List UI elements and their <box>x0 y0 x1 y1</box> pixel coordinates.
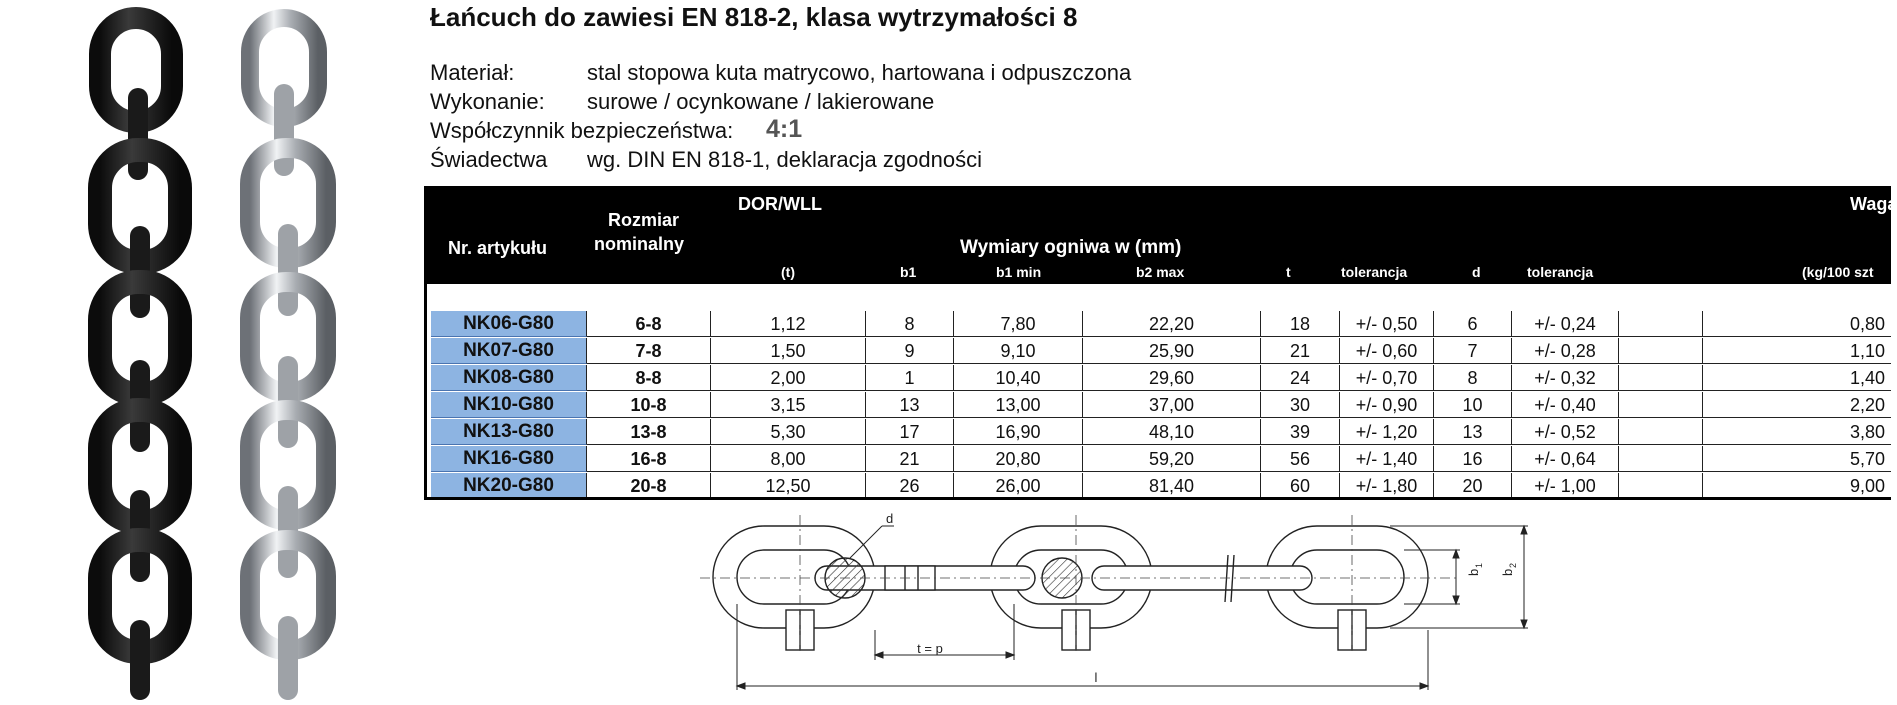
label-l: l <box>1094 670 1098 685</box>
cell-b2max: 59,20 <box>1083 446 1261 472</box>
cell-size: 8-8 <box>587 365 711 391</box>
cell-size: 10-8 <box>587 392 711 418</box>
cell-tolerance-d: +/- 0,40 <box>1512 392 1619 418</box>
header-t: t <box>1286 264 1291 280</box>
cell-weight: 1,10 <box>1703 338 1891 364</box>
cell-tolerance-d: +/- 0,52 <box>1512 419 1619 445</box>
cell-tolerance-d: +/- 1,00 <box>1512 473 1619 499</box>
cell-b1min: 16,90 <box>954 419 1083 445</box>
table-row <box>427 446 1891 473</box>
cell-b2max: 22,20 <box>1083 311 1261 337</box>
label-d: d <box>886 511 894 526</box>
cell-b2max: 37,00 <box>1083 392 1261 418</box>
cell-article: NK08-G80 <box>431 365 587 391</box>
cell-empty <box>1619 311 1703 337</box>
cell-article: NK13-G80 <box>431 419 587 445</box>
cell-article: NK10-G80 <box>431 392 587 418</box>
cell-d: 16 <box>1434 446 1512 472</box>
cell-weight: 9,00 <box>1703 473 1891 499</box>
cell-weight: 2,20 <box>1703 392 1891 418</box>
table-row <box>427 365 1891 392</box>
cell-t: 56 <box>1261 446 1340 472</box>
cell-size: 13-8 <box>587 419 711 445</box>
header-nominal-2: nominalny <box>594 234 685 254</box>
cell-b1min: 10,40 <box>954 365 1083 391</box>
cell-d: 20 <box>1434 473 1512 499</box>
table-header <box>426 188 1897 284</box>
header-dims: Wymiary ogniwa w (mm) <box>960 237 1182 258</box>
header-tolerance-d: tolerancja <box>1527 264 1594 280</box>
cell-article: NK06-G80 <box>431 311 587 337</box>
cell-b1min: 26,00 <box>954 473 1083 499</box>
header-wll-unit: (t) <box>781 264 795 280</box>
link-dimension-diagram <box>700 510 1540 705</box>
cell-b1: 26 <box>866 473 954 499</box>
table-row <box>427 419 1891 446</box>
black-chain <box>100 18 180 700</box>
cell-weight: 0,80 <box>1703 311 1891 337</box>
header-weight-unit: (kg/100 szt <box>1802 264 1874 280</box>
spec-label: Materiał: <box>430 60 515 85</box>
cell-b1: 17 <box>866 419 954 445</box>
header-wll: DOR/WLL <box>738 194 822 214</box>
cell-wll: 2,00 <box>711 365 866 391</box>
cell-t: 18 <box>1261 311 1340 337</box>
cell-tolerance-t: +/- 0,90 <box>1340 392 1434 418</box>
cell-wll: 5,30 <box>711 419 866 445</box>
spec-value: wg. DIN EN 818-1, deklaracja zgodności <box>587 147 982 172</box>
cell-t: 30 <box>1261 392 1340 418</box>
galvanized-chain <box>250 18 326 700</box>
cell-empty <box>1619 446 1703 472</box>
cell-b2max: 25,90 <box>1083 338 1261 364</box>
cell-empty <box>1619 338 1703 364</box>
label-b1: b <box>1466 568 1481 576</box>
spec-label: Świadectwa <box>430 147 548 172</box>
cell-b2max: 81,40 <box>1083 473 1261 499</box>
cell-wll: 3,15 <box>711 392 866 418</box>
label-b1-sub: 1 <box>1474 562 1484 568</box>
cell-weight: 3,80 <box>1703 419 1891 445</box>
cell-article: NK20-G80 <box>431 473 587 499</box>
label-tp: t = p <box>917 641 943 656</box>
cell-tolerance-d: +/- 0,28 <box>1512 338 1619 364</box>
table-row <box>427 473 1891 500</box>
cell-b1: 21 <box>866 446 954 472</box>
cell-d: 8 <box>1434 365 1512 391</box>
table-row <box>427 338 1891 365</box>
cell-d: 10 <box>1434 392 1512 418</box>
cell-d: 7 <box>1434 338 1512 364</box>
cell-article: NK16-G80 <box>431 446 587 472</box>
cell-b2max: 48,10 <box>1083 419 1261 445</box>
header-b2max: b2 max <box>1136 264 1185 280</box>
header-article: Nr. artykułu <box>448 238 548 258</box>
cell-tolerance-t: +/- 1,20 <box>1340 419 1434 445</box>
cell-t: 60 <box>1261 473 1340 499</box>
cell-b1min: 9,10 <box>954 338 1083 364</box>
cell-wll: 8,00 <box>711 446 866 472</box>
spec-value: 4:1 <box>766 115 803 143</box>
cell-tolerance-t: +/- 1,40 <box>1340 446 1434 472</box>
cell-t: 39 <box>1261 419 1340 445</box>
cell-b1: 9 <box>866 338 954 364</box>
spec-label: Współczynnik bezpieczeństwa: <box>430 118 734 143</box>
cell-tolerance-t: +/- 1,80 <box>1340 473 1434 499</box>
table-row <box>427 392 1891 419</box>
cell-tolerance-t: +/- 0,70 <box>1340 365 1434 391</box>
cell-d: 13 <box>1434 419 1512 445</box>
cell-t: 21 <box>1261 338 1340 364</box>
cell-size: 6-8 <box>587 311 711 337</box>
cell-tolerance-d: +/- 0,64 <box>1512 446 1619 472</box>
cell-b1min: 20,80 <box>954 446 1083 472</box>
header-b1: b1 <box>900 264 917 280</box>
header-nominal-1: Rozmiar <box>608 210 680 230</box>
cell-article: NK07-G80 <box>431 338 587 364</box>
cell-empty <box>1619 473 1703 499</box>
cell-b1: 13 <box>866 392 954 418</box>
cell-weight: 5,70 <box>1703 446 1891 472</box>
cell-t: 24 <box>1261 365 1340 391</box>
cell-wll: 1,50 <box>711 338 866 364</box>
spec-value: surowe / ocynkowane / lakierowane <box>587 89 935 114</box>
table-row <box>427 311 1891 338</box>
cell-size: 16-8 <box>587 446 711 472</box>
cell-b1: 1 <box>866 365 954 391</box>
cell-wll: 12,50 <box>711 473 866 499</box>
cell-wll: 1,12 <box>711 311 866 337</box>
label-b2: b <box>1500 568 1515 576</box>
page-title: Łańcuch do zawiesi EN 818-2, klasa wytrzymałości 8 <box>430 2 1078 32</box>
cell-tolerance-d: +/- 0,32 <box>1512 365 1619 391</box>
cell-b1min: 13,00 <box>954 392 1083 418</box>
label-b2-sub: 2 <box>1508 562 1518 568</box>
cell-empty <box>1619 419 1703 445</box>
cell-empty <box>1619 365 1703 391</box>
header-d: d <box>1472 264 1481 280</box>
cell-b2max: 29,60 <box>1083 365 1261 391</box>
cell-size: 7-8 <box>587 338 711 364</box>
cell-b1: 8 <box>866 311 954 337</box>
cell-size: 20-8 <box>587 473 711 499</box>
header-tolerance-t: tolerancja <box>1341 264 1408 280</box>
header-b1min: b1 min <box>996 264 1042 280</box>
spec-label: Wykonanie: <box>430 89 545 114</box>
cell-empty <box>1619 392 1703 418</box>
cell-d: 6 <box>1434 311 1512 337</box>
chain-photos <box>0 0 400 705</box>
cell-tolerance-t: +/- 0,50 <box>1340 311 1434 337</box>
spec-value: stal stopowa kuta matrycowo, hartowana i odpuszczona <box>587 60 1132 85</box>
header-weight: Waga <box>1850 194 1897 214</box>
cell-weight: 1,40 <box>1703 365 1891 391</box>
cell-tolerance-d: +/- 0,24 <box>1512 311 1619 337</box>
cell-b1min: 7,80 <box>954 311 1083 337</box>
cell-tolerance-t: +/- 0,60 <box>1340 338 1434 364</box>
